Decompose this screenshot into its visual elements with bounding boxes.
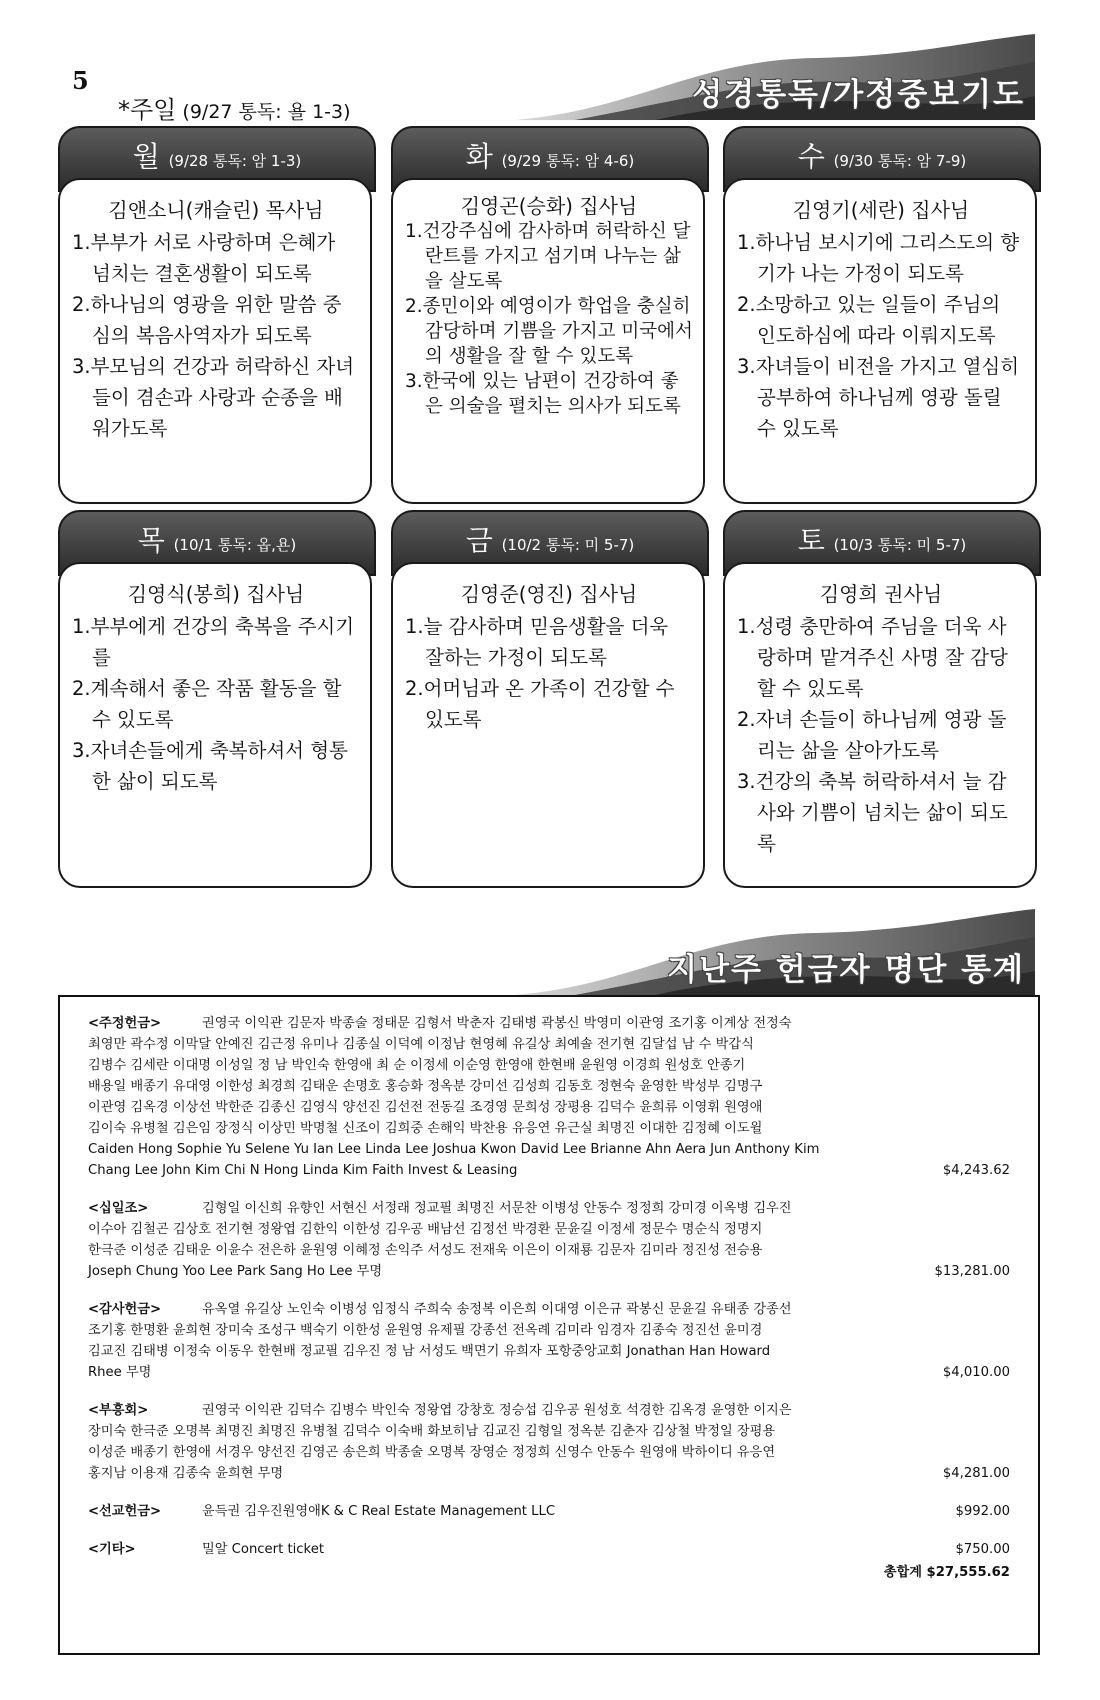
donor-section-revival bbox=[88, 1400, 1010, 1484]
prayer-item: 3.자녀들이 비전을 가지고 열심히 공부하여 하나님께 영광 돌릴 수 있도록 bbox=[737, 355, 1020, 440]
day-reading: (10/2 통독: 미 5-7) bbox=[501, 536, 635, 554]
donor-line: 한극준 이성준 김태운 이윤수 전은하 윤원영 이혜정 손익주 서성도 전재욱 이은이 이재룡 김문자 김미라 정진성 전승용 bbox=[88, 1243, 763, 1258]
day-card-tue bbox=[391, 126, 709, 506]
donor-line: 김교진 김태병 이정숙 이동우 한현배 정교필 김우진 정 남 서성도 백면기 유희자 포항중앙교회 Jonathan Han Howard bbox=[88, 1344, 771, 1359]
section-title: 성경통독/가정중보기도 bbox=[692, 77, 1025, 113]
donor-amount: $4,281.00 bbox=[942, 1466, 1010, 1481]
day-label: 토 bbox=[797, 524, 825, 557]
family-name: 김영준(영진) 집사님 bbox=[460, 582, 638, 606]
prayer-item: 3.부모님의 건강과 허락하신 자녀들이 겸손과 사랑과 순종을 배워가도록 bbox=[72, 355, 355, 440]
donors-title: 지난주 헌금자 명단 통계 bbox=[667, 952, 1025, 988]
family-name: 김영기(세란) 집사님 bbox=[792, 198, 970, 222]
day-card-body bbox=[58, 562, 372, 888]
prayer-item: 1.건강주심에 감사하며 허락하신 달란트를 가지고 섬기며 나누는 삶을 살도록 bbox=[405, 221, 691, 292]
day-reading: (10/1 통독: 옵,욘) bbox=[173, 536, 297, 554]
prayer-item: 3.한국에 있는 남편이 건강하여 좋은 의술을 펼치는 의사가 되도록 bbox=[405, 371, 681, 417]
prayer-item: 2.종민이와 예영이가 학업을 충실히 감당하며 기쁨을 가지고 미국에서의 생활을 잘 할 수 있도록 bbox=[405, 296, 693, 367]
day-label: 화 bbox=[465, 140, 493, 173]
donor-section-weekly bbox=[88, 1013, 1010, 1181]
grand-total: 총합계 $27,555.62 bbox=[883, 1565, 1010, 1580]
donor-amount: $4,010.00 bbox=[942, 1365, 1010, 1380]
prayer-item: 1.늘 감사하며 믿음생활을 더욱 잘하는 가정이 되도록 bbox=[405, 615, 669, 669]
family-name: 김앤소니(캐슬린) 목사님 bbox=[108, 198, 324, 222]
sunday-reading bbox=[118, 90, 351, 125]
sunday-text: (9/27 통독: 욜 1-3) bbox=[182, 101, 351, 123]
section-banner-prayer bbox=[515, 0, 1035, 120]
donor-line: 배용일 배종기 유대영 이한성 최경희 김태운 손명호 홍승화 정옥분 강미선 김성희 김동호 정현숙 윤영한 박성부 김명구 bbox=[88, 1079, 763, 1094]
prayer-item: 2.계속해서 좋은 작품 활동을 할 수 있도록 bbox=[72, 677, 342, 731]
prayer-item: 1.부부에게 건강의 축복을 주시기를 bbox=[72, 615, 355, 669]
donor-section-tithe bbox=[88, 1198, 1010, 1282]
donor-line: 최영만 곽수정 이막달 안예진 김근정 유미나 김종실 이덕예 이정남 현영혜 유길상 최예솔 전기현 김달섭 남 수 박갑식 bbox=[88, 1037, 754, 1052]
day-card-body bbox=[723, 178, 1037, 504]
donor-line: 유옥열 유길상 노인숙 이병성 임정식 주희숙 송정복 이은희 이대영 이은규 곽봉신 문윤길 유태종 강종선 bbox=[202, 1302, 792, 1317]
prayer-item: 3.건강의 축복 허락하셔서 늘 감사와 기쁨이 넘치는 삶이 되도록 bbox=[737, 770, 1008, 855]
prayer-item: 1.하나님 보시기에 그리스도의 향기가 나는 가정이 되도록 bbox=[737, 231, 1020, 285]
prayer-item: 2.소망하고 있는 일들이 주님의 인도하심에 따라 이뤄지도록 bbox=[737, 293, 1001, 347]
day-reading: (9/28 통독: 암 1-3) bbox=[168, 152, 302, 170]
day-card-wed bbox=[723, 126, 1041, 506]
donor-label: <십일조> bbox=[88, 1201, 149, 1216]
donor-line: 이성준 배종기 한영애 서경우 양선진 김영곤 송은희 박종술 오명복 장영순 정정희 신영수 안동수 원영애 박하이디 유응연 bbox=[88, 1445, 776, 1460]
donor-label: <기타> bbox=[88, 1542, 136, 1557]
donor-line: Caiden Hong Sophie Yu Selene Yu Ian Lee Linda Lee Joshua Kwon David Lee Brianne Ahn Aera Jun Anthony Kim bbox=[88, 1142, 820, 1157]
day-card-fri bbox=[391, 510, 709, 890]
day-label: 금 bbox=[465, 524, 493, 557]
day-label: 수 bbox=[797, 140, 825, 173]
day-card-body bbox=[391, 178, 705, 504]
donor-section-mission bbox=[88, 1501, 1010, 1522]
donor-line: Chang Lee John Kim Chi N Hong Linda Kim Faith Invest & Leasing bbox=[88, 1163, 518, 1178]
sunday-mark: *주일 bbox=[118, 96, 177, 124]
donor-line: 이수아 김철곤 김상호 전기현 정왕엽 김한익 이한성 김우공 배남선 김정선 박경환 문윤길 이정세 정문수 명순식 정명지 bbox=[88, 1222, 763, 1237]
day-card-body bbox=[723, 562, 1037, 888]
day-card-body bbox=[391, 562, 705, 888]
donor-list bbox=[58, 995, 1040, 1655]
day-reading: (10/3 통독: 미 5-7) bbox=[833, 536, 967, 554]
donor-label: <부흥회> bbox=[88, 1403, 149, 1418]
donor-amount: $992.00 bbox=[955, 1504, 1010, 1519]
donor-line: 장미숙 한극준 오명복 최명진 최명진 유병철 김덕수 이숙배 화보히남 김교진 김형일 정옥분 김춘자 김상철 박정일 장평용 bbox=[88, 1424, 776, 1439]
donor-line: 윤득권 김우진원영애K & C Real Estate Management LLC bbox=[202, 1504, 556, 1519]
donor-label: <선교헌금> bbox=[88, 1504, 162, 1519]
prayer-item: 2.하나님의 영광을 위한 말씀 중심의 복음사역자가 되도록 bbox=[72, 293, 342, 347]
donor-line: Joseph Chung Yoo Lee Park Sang Ho Lee 무명 bbox=[88, 1264, 383, 1279]
section-banner-donors bbox=[515, 875, 1035, 995]
prayer-item: 2.자녀 손들이 하나님께 영광 돌리는 삶을 살아가도록 bbox=[737, 708, 1007, 762]
family-name: 김영식(봉희) 집사님 bbox=[127, 582, 305, 606]
day-reading: (9/29 통독: 암 4-6) bbox=[501, 152, 635, 170]
donor-line: 권영국 이익관 김문자 박종술 정태문 김형서 박춘자 김태병 곽봉신 박영미 이관영 조기홍 이계상 전정숙 bbox=[202, 1016, 792, 1031]
donor-amount: $750.00 bbox=[955, 1542, 1010, 1557]
donor-line: 밀알 Concert ticket bbox=[202, 1542, 324, 1557]
donor-line: 조기홍 한명환 윤희현 장미숙 조성구 백숙기 이한성 윤원영 유제필 강종선 전옥례 김미라 임경자 김종숙 정진선 윤미경 bbox=[88, 1323, 763, 1338]
family-name: 김영희 권사님 bbox=[819, 582, 943, 606]
donor-line: 김이숙 유병철 김은임 장정식 이상민 박명철 신조이 김희중 손해익 박찬용 유응연 유근실 최명진 이대한 김정혜 이도윌 bbox=[88, 1121, 763, 1136]
donor-line: 이관영 김옥경 이상선 박한준 김종신 김영식 양선진 김선전 전동길 조경영 문희성 장평용 김덕수 윤희류 이영휘 원영애 bbox=[88, 1100, 763, 1115]
donor-line: Rhee 무명 bbox=[88, 1365, 152, 1380]
day-card-mon bbox=[58, 126, 376, 506]
prayer-item: 1.부부가 서로 사랑하며 은혜가 넘치는 결혼생활이 되도록 bbox=[72, 231, 336, 285]
day-card-body bbox=[58, 178, 372, 504]
prayer-item: 3.자녀손들에게 축복하셔서 형통한 삶이 되도록 bbox=[72, 739, 348, 793]
donor-section-thanks bbox=[88, 1299, 1010, 1383]
prayer-item: 2.어머님과 온 가족이 건강할 수 있도록 bbox=[405, 677, 675, 731]
day-card-thu bbox=[58, 510, 376, 890]
day-label: 월 bbox=[132, 140, 160, 173]
donor-amount: $4,243.62 bbox=[942, 1163, 1010, 1178]
donor-line: 김병수 김세란 이대명 이성일 정 남 박인숙 한영애 최 순 이정세 이순영 한영애 한현배 윤원영 이경희 원성호 안종기 bbox=[88, 1058, 746, 1073]
donor-line: 김형일 이신희 유향인 서현신 서정래 정교필 최명진 서문찬 이병성 안동수 정정희 강미경 이옥병 김우진 bbox=[202, 1201, 792, 1216]
page-number: 5 bbox=[72, 66, 89, 95]
donor-line: 권영국 이익관 김덕수 김병수 박인숙 정왕엽 강창호 정승섭 김우공 원성호 석경한 김옥경 윤영한 이지은 bbox=[202, 1403, 792, 1418]
donor-label: <감사헌금> bbox=[88, 1302, 162, 1317]
donor-line: 홍지남 이용재 김종숙 윤희현 무명 bbox=[88, 1466, 284, 1481]
prayer-item: 1.성령 충만하여 주님을 더욱 사랑하며 맡겨주신 사명 잘 감당할 수 있도록 bbox=[737, 615, 1008, 700]
day-label: 목 bbox=[137, 524, 165, 557]
family-name: 김영곤(승화) 집사님 bbox=[460, 194, 638, 218]
donor-section-other bbox=[88, 1539, 1010, 1560]
day-card-sat bbox=[723, 510, 1041, 890]
donor-label: <주정헌금> bbox=[88, 1016, 162, 1031]
donor-amount: $13,281.00 bbox=[934, 1264, 1010, 1279]
day-reading: (9/30 통독: 암 7-9) bbox=[833, 152, 967, 170]
